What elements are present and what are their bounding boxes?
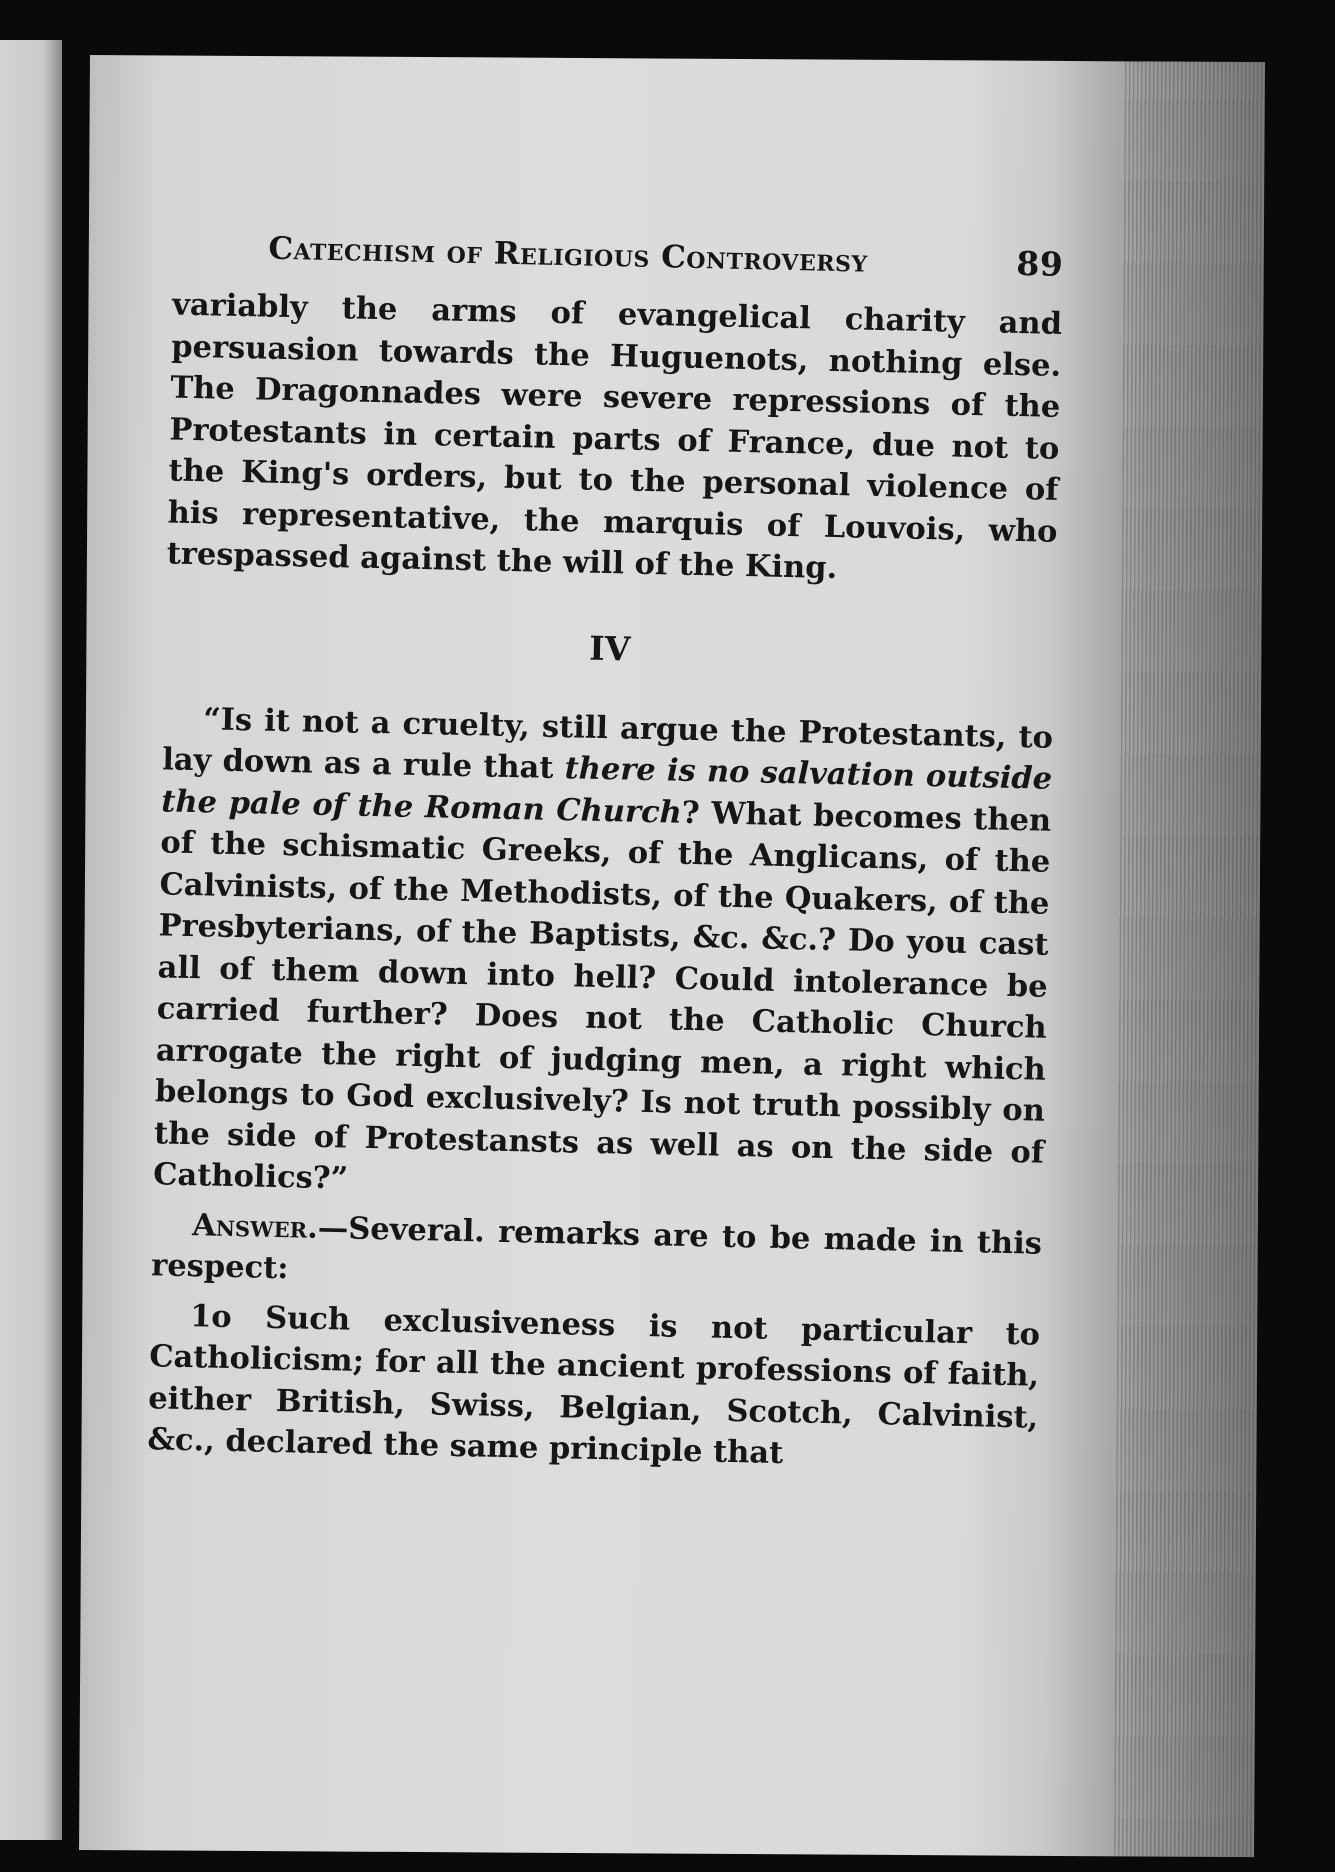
- running-head: [173, 226, 1064, 284]
- paragraph-1: variably the arms of evangelical charity and persuasion towards the Huguenots, nothing else. The Dragonnades were severe repressions of the Protestants in certain parts of France, due not to the King's orders, but to the personal violence of his representative, the marquis of Louvois, who trespassed against the will of the King.: [166, 286, 1063, 587]
- answer-label: Answer.: [191, 1206, 319, 1246]
- page-fore-edge: [1114, 61, 1265, 1857]
- point-1-paragraph: 1o Such exclusiveness is not particular to Catholicism; for all the ancient professions of faith, either British, Swiss, Belgian, Scotch, Calvinist, &c., declared the same principle that: [147, 1297, 1041, 1472]
- section-number: IV: [588, 628, 631, 669]
- page-number: 89: [1015, 243, 1064, 284]
- facing-page-edge: [0, 40, 62, 1840]
- question-part-2: ? What becomes then of the schismatic Greeks, of the Anglicans, of the Calvinists, of the Methodists, of the Quakers, of the Presbyterians, of the Baptists, &c. &c.? Do you cast all of them down into hell? Could intolerance be carried further? Does not the Catholic Church arrogate the right of judging men, a right which belongs to God exclusively? Is not truth possibly on the side of Protestansts as well as on the side of Catholics?”: [152, 794, 1052, 1197]
- question-paragraph: [153, 698, 1054, 1215]
- text-block: [147, 226, 1064, 1481]
- question-part-1: “Is it not a cruelty, still argue the Protestants, to lay down as a rule that: [161, 700, 1054, 787]
- answer-text: —Several. remarks are to be made in this respect:: [150, 1209, 1043, 1287]
- book-page: [79, 55, 1265, 1857]
- question-italic: there is no salvation outside the pale of the Roman Church: [161, 750, 1053, 831]
- running-head-title: Catechism of Religious Controversy: [268, 230, 869, 280]
